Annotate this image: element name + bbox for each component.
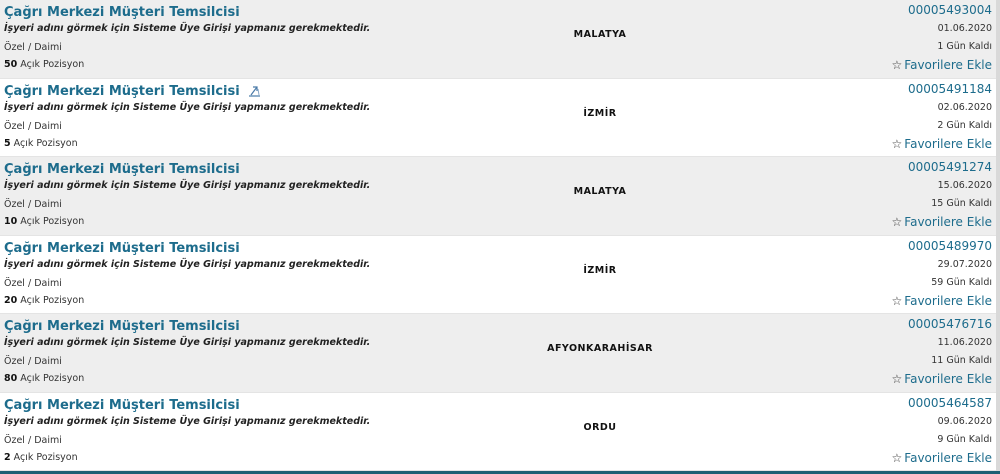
star-outline-icon: ☆: [891, 215, 903, 229]
login-required-note: İşyeri adını görmek için Sisteme Üye Girişi yapmanız gerekmektedir.: [4, 101, 371, 113]
job-city: İZMİR: [583, 264, 617, 276]
title-line: [4, 1, 240, 20]
open-positions: [4, 138, 78, 149]
login-required-note: İşyeri adını görmek için Sisteme Üye Girişi yapmanız gerekmektedir.: [4, 415, 371, 427]
listing-code-link[interactable]: 00005476716: [908, 317, 992, 331]
job-city: MALATYA: [573, 29, 627, 40]
open-positions-count: 5: [4, 137, 11, 149]
star-outline-icon: ☆: [891, 136, 903, 151]
employment-type: Özel / Daimi: [4, 120, 62, 132]
star-outline-icon: ☆: [891, 293, 903, 308]
add-to-favorites-button[interactable]: [892, 293, 992, 309]
open-positions: [4, 295, 84, 306]
listing-date: 02.06.2020: [937, 101, 992, 113]
job-title-link[interactable]: Çağrı Merkezi Müşteri Temsilcisi: [4, 83, 240, 99]
add-to-favorites-label: Favorilere Ekle: [904, 215, 992, 229]
employment-type: Özel / Daimi: [4, 434, 62, 446]
add-to-favorites-button[interactable]: [892, 136, 992, 152]
add-to-favorites-label: Favorilere Ekle: [904, 372, 992, 386]
job-title-link[interactable]: Çağrı Merkezi Müşteri Temsilcisi: [4, 162, 240, 177]
listing-meta: [892, 316, 992, 387]
open-positions-label: Açık Pozisyon: [13, 137, 78, 149]
listing-date: 01.06.2020: [937, 23, 992, 34]
job-city: AFYONKARAHİSAR: [547, 343, 653, 354]
star-outline-icon: ☆: [891, 58, 903, 72]
listing-code-link[interactable]: 00005464587: [908, 395, 992, 410]
job-listing-row: [0, 314, 1000, 393]
star-outline-icon: ☆: [891, 450, 903, 465]
add-to-favorites-label: Favorilere Ekle: [904, 293, 992, 308]
login-required-note: İşyeri adını görmek için Sisteme Üye Girişi yapmanız gerekmektedir.: [4, 180, 371, 191]
add-to-favorites-label: Favorilere Ekle: [904, 450, 992, 465]
open-positions-count: 10: [4, 216, 18, 227]
days-remaining: 59 Gün Kaldı: [931, 276, 992, 288]
listing-meta: [892, 2, 992, 73]
listing-code-link[interactable]: 00005489970: [908, 238, 992, 253]
open-positions: [4, 59, 84, 70]
vertical-scrollbar[interactable]: [996, 0, 1000, 474]
days-remaining: 1 Gün Kaldı: [937, 41, 992, 52]
open-positions-label: Açık Pozisyon: [20, 373, 85, 384]
listing-meta: [892, 395, 992, 466]
job-listing-row: [0, 393, 1000, 472]
job-listing-row: [0, 157, 1000, 236]
job-listing-row: [0, 79, 1000, 158]
add-to-favorites-button[interactable]: [892, 57, 992, 73]
open-positions: [4, 452, 78, 463]
title-line: [4, 158, 240, 177]
add-to-favorites-button[interactable]: [892, 371, 992, 387]
days-remaining: 15 Gün Kaldı: [931, 198, 992, 209]
open-positions-count: 2: [4, 451, 11, 463]
job-listing-row: [0, 236, 1000, 315]
title-line: [4, 237, 240, 256]
add-to-favorites-button[interactable]: [892, 214, 992, 230]
employment-type: Özel / Daimi: [4, 277, 62, 289]
employment-type: Özel / Daimi: [4, 199, 62, 210]
title-line: [4, 315, 240, 334]
add-to-favorites-label: Favorilere Ekle: [904, 58, 992, 72]
job-title-link[interactable]: Çağrı Merkezi Müşteri Temsilcisi: [4, 397, 240, 413]
open-positions-label: Açık Pozisyon: [20, 216, 85, 227]
open-positions: [4, 373, 84, 384]
add-to-favorites-button[interactable]: [892, 450, 992, 466]
open-positions: [4, 216, 84, 227]
listing-meta: [892, 81, 992, 152]
job-title-link[interactable]: Çağrı Merkezi Müşteri Temsilcisi: [4, 5, 240, 20]
days-remaining: 2 Gün Kaldı: [937, 119, 992, 131]
job-city: İZMİR: [583, 107, 617, 119]
job-listing-row: [0, 0, 1000, 79]
employment-type: Özel / Daimi: [4, 42, 62, 53]
job-title-link[interactable]: Çağrı Merkezi Müşteri Temsilcisi: [4, 319, 240, 334]
external-link-icon[interactable]: [248, 82, 261, 101]
listing-date: 11.06.2020: [937, 337, 992, 348]
job-title-link[interactable]: Çağrı Merkezi Müşteri Temsilcisi: [4, 240, 240, 256]
open-positions-count: 80: [4, 373, 18, 384]
listing-meta: [892, 238, 992, 309]
days-remaining: 9 Gün Kaldı: [937, 433, 992, 445]
open-positions-label: Açık Pozisyon: [20, 294, 85, 306]
login-required-note: İşyeri adını görmek için Sisteme Üye Girişi yapmanız gerekmektedir.: [4, 337, 371, 348]
title-line: [4, 80, 261, 101]
employment-type: Özel / Daimi: [4, 356, 62, 367]
listing-date: 09.06.2020: [937, 415, 992, 427]
listing-date: 29.07.2020: [937, 258, 992, 270]
login-required-note: İşyeri adını görmek için Sisteme Üye Girişi yapmanız gerekmektedir.: [4, 23, 371, 34]
job-city: MALATYA: [573, 186, 627, 197]
open-positions-count: 20: [4, 294, 18, 306]
listing-code-link[interactable]: 00005491184: [908, 81, 992, 96]
star-outline-icon: ☆: [891, 372, 903, 386]
open-positions-label: Açık Pozisyon: [13, 451, 78, 463]
listing-code-link[interactable]: 00005491274: [908, 160, 992, 174]
title-line: [4, 394, 240, 413]
open-positions-label: Açık Pozisyon: [20, 59, 85, 70]
login-required-note: İşyeri adını görmek için Sisteme Üye Girişi yapmanız gerekmektedir.: [4, 258, 371, 270]
days-remaining: 11 Gün Kaldı: [931, 355, 992, 366]
listing-date: 15.06.2020: [937, 180, 992, 191]
job-city: ORDU: [583, 421, 617, 433]
listing-code-link[interactable]: 00005493004: [908, 3, 992, 17]
add-to-favorites-label: Favorilere Ekle: [904, 136, 992, 151]
listing-meta: [892, 159, 992, 230]
open-positions-count: 50: [4, 59, 18, 70]
